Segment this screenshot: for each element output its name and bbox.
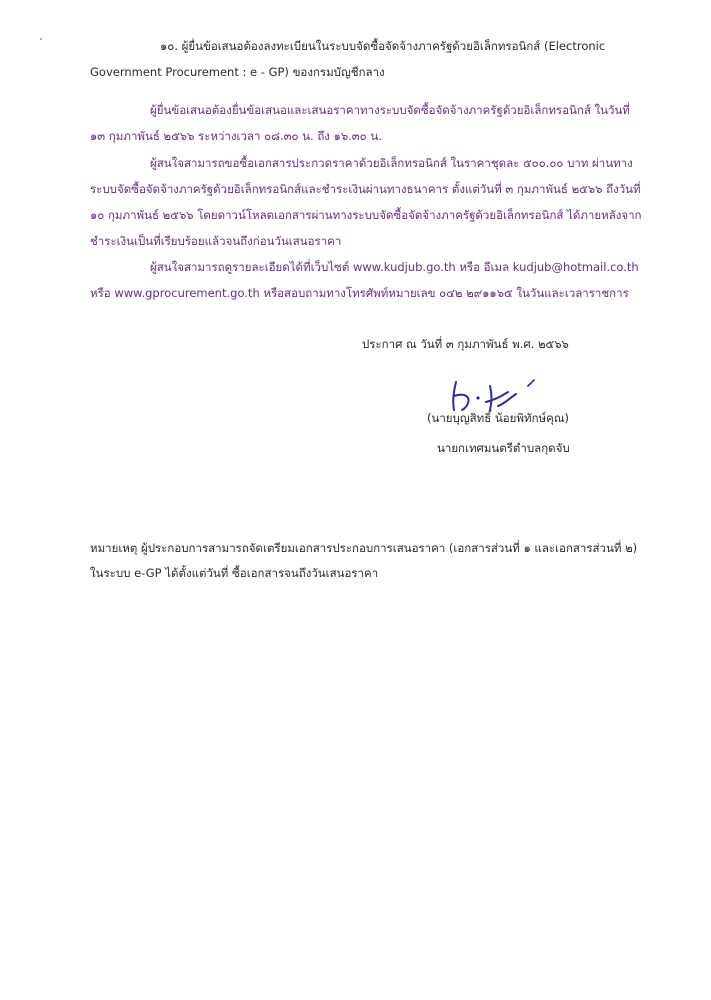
documents-paragraph-line-2: ระบบจัดซื้อจัดจ้างภาครัฐด้วยอิเล็กทรอนิกส์และชำระเงินผ่านทางธนาคาร ตั้งแต่วันที่ ๓ กุมภาพันธ์ ๒๕๖๖ ถึงวันที่ <box>90 182 641 196</box>
note-line-2: ในระบบ e-GP ได้ตั้งแต่วันที่ ซื้อเอกสารจนถึงวันเสนอราคา <box>90 566 379 580</box>
section-10-line-2: Government Procurement : e - GP) ของกรมบัญชีกลาง <box>90 65 385 79</box>
submission-paragraph-line-1: ผู้ยื่นข้อเสนอต้องยื่นข้อเสนอและเสนอราคาทางระบบจัดซื้อจัดจ้างภาครัฐด้วยอิเล็กทรอนิกส์ ในวันที่ <box>150 103 630 117</box>
documents-paragraph-line-4: ชำระเงินเป็นที่เรียบร้อยแล้วจนถึงก่อนวันเสนอราคา <box>90 234 342 248</box>
signatory-name: (นายบุญสิทธิ์ น้อยพิทักษ์คุณ) <box>427 411 569 425</box>
documents-paragraph-line-3: ๑๐ กุมภาพันธ์ ๒๕๖๖ โดยดาวน์โหลดเอกสารผ่านทางระบบจัดซื้อจัดจ้างภาครัฐด้วยอิเล็กทรอนิกส์ ได้ภายหลังจาก <box>90 208 642 222</box>
scan-speck <box>40 38 42 40</box>
note-line-1: หมายเหตุ ผู้ประกอบการสามารถจัดเตรียมเอกสารประกอบการเสนอราคา (เอกสารส่วนที่ ๑ และเอกสารส่วนที่ ๒) <box>90 541 638 555</box>
section-10-line-1: ๑๐. ผู้ยื่นข้อเสนอต้องลงทะเบียนในระบบจัดซื้อจัดจ้างภาครัฐด้วยอิเล็กทรอนิกส์ (Electronic <box>160 39 606 53</box>
documents-paragraph-line-1: ผู้สนใจสามารถขอซื้อเอกสารประกวดราคาด้วยอิเล็กทรอนิกส์ ในราคาชุดละ ๕๐๐.๐๐ บาท ผ่านทาง <box>150 156 633 170</box>
contact-paragraph-line-2: หรือ www.gprocurement.go.th หรือสอบถามทางโทรศัพท์หมายเลข ๐๔๒ ๒๙๑๑๖๕ ในวันและเวลาราชการ <box>90 286 629 300</box>
signatory-position: นายกเทศมนตรีตำบลกุดจับ <box>437 441 570 455</box>
announcement-date: ประกาศ ณ วันที่ ๓ กุมภาพันธ์ พ.ศ. ๒๕๖๖ <box>362 337 569 351</box>
contact-paragraph-line-1: ผู้สนใจสามารถดูรายละเอียดได้ที่เว็บไซต์ www.kudjub.go.th หรือ อีเมล kudjub@hotmail.co.th <box>150 260 639 274</box>
submission-paragraph-line-2: ๑๓ กุมภาพันธ์ ๒๕๖๖ ระหว่างเวลา ๐๘.๓๐ น. ถึง ๑๖.๓๐ น. <box>90 129 382 143</box>
